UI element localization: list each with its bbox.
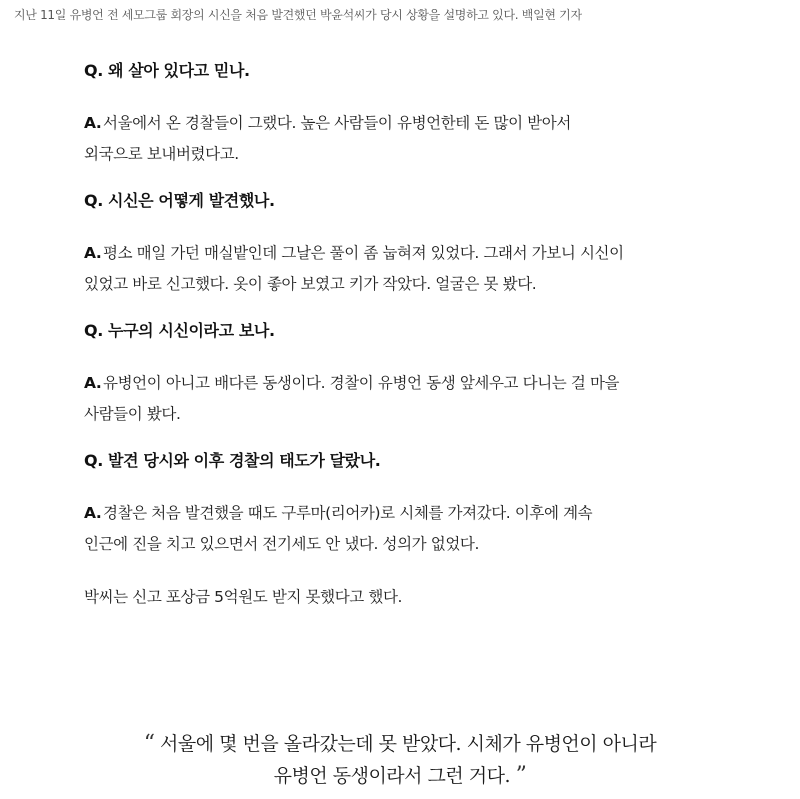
body-paragraph: 박씨는 신고 포상금 5억원도 받지 못했다고 했다. <box>84 588 403 606</box>
answer-line: 평소 매일 가던 매실밭인데 그날은 풀이 좀 눕혀져 있었다. 그래서 가보니 시신이 <box>103 244 624 262</box>
question-1: Q. 왜 살아 있다고 믿나. <box>84 61 250 80</box>
pull-quote-line-2 <box>80 760 720 792</box>
answer-line: 있었고 바로 신고했다. 옷이 좋아 보였고 키가 작았다. 얼굴은 못 봤다. <box>84 275 537 293</box>
answer-line: 유병언이 아니고 배다른 동생이다. 경찰이 유병언 동생 앞세우고 다니는 걸 마을 <box>103 374 620 392</box>
answer-line: 경찰은 처음 발견했을 때도 구루마(리어카)로 시체를 가져갔다. 이후에 계속 <box>103 504 593 522</box>
question-2: Q. 시신은 어떻게 발견했나. <box>84 191 275 210</box>
answer-marker: A. <box>84 374 102 392</box>
answer-2 <box>84 238 724 300</box>
answer-line: 서울에서 온 경찰들이 그랬다. 높은 사람들이 유병언한테 돈 많이 받아서 <box>103 114 571 132</box>
answer-line: 사람들이 봤다. <box>84 405 181 423</box>
answer-marker: A. <box>84 504 102 522</box>
pull-quote <box>80 728 720 792</box>
answer-3 <box>84 368 724 430</box>
article-body <box>84 60 724 608</box>
question-3: Q. 누구의 시신이라고 보나. <box>84 321 275 340</box>
answer-1 <box>84 108 724 170</box>
photo-caption: 지난 11일 유병언 전 세모그룹 회장의 시신을 처음 발견했던 박윤석씨가 당시 상황을 설명하고 있다. 백일현 기자 <box>14 8 582 22</box>
close-quote-mark: ” <box>515 763 527 788</box>
answer-line: 인근에 진을 치고 있으면서 전기세도 안 냈다. 성의가 없었다. <box>84 535 480 553</box>
answer-marker: A. <box>84 244 102 262</box>
answer-marker: A. <box>84 114 102 132</box>
question-4: Q. 발견 당시와 이후 경찰의 태도가 달랐나. <box>84 451 381 470</box>
answer-4 <box>84 498 724 560</box>
pull-quote-text-1: 서울에 몇 번을 올라갔는데 못 받았다. 시체가 유병언이 아니라 <box>160 733 657 755</box>
pull-quote-line-1 <box>80 728 720 760</box>
open-quote-mark: “ <box>143 731 155 756</box>
answer-line: 외국으로 보내버렸다고. <box>84 145 239 163</box>
pull-quote-text-2: 유병언 동생이라서 그런 거다. <box>273 765 511 787</box>
